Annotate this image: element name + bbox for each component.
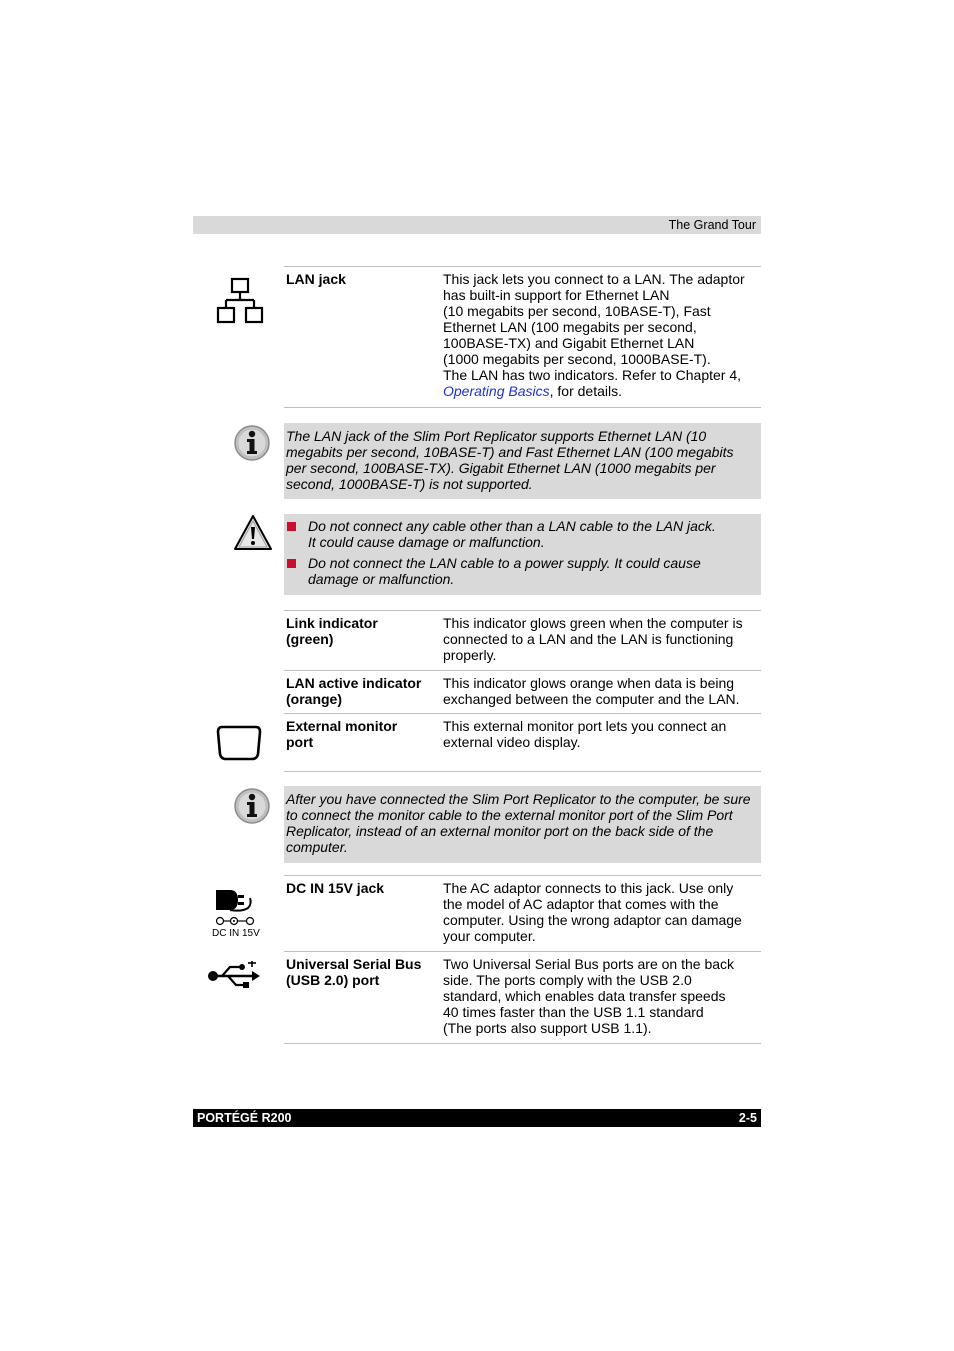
footer-page-number: 2-5 (738, 1111, 757, 1125)
link-indicator-term (286, 615, 436, 647)
term-line: (green) (286, 631, 334, 647)
lan-network-icon (216, 277, 266, 325)
term-line: Universal Serial Bus (286, 956, 422, 972)
desc-line: Two Universal Serial Bus ports are on the back (443, 956, 735, 972)
desc-line: The LAN has two indicators. Refer to Chapter 4, (443, 367, 742, 383)
desc-line: has built-in support for Ethernet LAN (443, 287, 670, 303)
note-line: Replicator, instead of an external monitor port on the back side of the (286, 823, 714, 839)
note-box-monitor (284, 786, 761, 863)
note-box-lan (284, 423, 761, 499)
desc-line: the model of AC adaptor that comes with the (443, 896, 719, 912)
lan-jack-term: LAN jack (286, 271, 346, 287)
lan-jack-description (443, 271, 761, 399)
term-line: Link indicator (286, 615, 378, 631)
page-footer (193, 1109, 761, 1127)
usb-term (286, 956, 436, 988)
external-monitor-row (284, 713, 761, 750)
desc-line: 40 times faster than the USB 1.1 standard (443, 1004, 704, 1020)
caution-line: damage or malfunction. (308, 571, 455, 587)
desc-line: (1000 megabits per second, 1000BASE-T). (443, 351, 711, 367)
desc-line-tail: , for details. (549, 383, 622, 399)
desc-line: This indicator glows orange when data is being (443, 675, 735, 691)
desc-line: exchanged between the computer and the LAN. (443, 691, 740, 707)
info-icon (233, 787, 271, 825)
note-line: per second, 100BASE-TX). Gigabit Ethernet LAN (1000 megabits per (286, 460, 716, 476)
note-line: second, 1000BASE-T) is not supported. (286, 476, 533, 492)
desc-line: (The ports also support USB 1.1). (443, 1020, 652, 1036)
usb-description (443, 956, 761, 1036)
note-line: After you have connected the Slim Port Replicator to the computer, be sure (286, 791, 751, 807)
note-line: to connect the monitor cable to the external monitor port of the Slim Port (286, 807, 733, 823)
caution-warning-icon (233, 514, 273, 552)
indicators-section (284, 610, 761, 772)
term-line: External monitor (286, 718, 398, 734)
desc-line: (10 megabits per second, 10BASE-T), Fast (443, 303, 711, 319)
lan-active-description (443, 675, 761, 707)
term-line: LAN active indicator (286, 675, 422, 691)
dc-in-term: DC IN 15V jack (286, 880, 385, 896)
external-monitor-description (443, 718, 761, 750)
term-line: (orange) (286, 691, 342, 707)
desc-line: Ethernet LAN (100 megabits per second, (443, 319, 697, 335)
desc-line: standard, which enables data transfer speeds (443, 988, 726, 1004)
desc-line: properly. (443, 647, 497, 663)
monitor-port-icon (216, 724, 262, 762)
footer-model-name: PORTÉGÉ R200 (197, 1111, 292, 1125)
caution-line: It could cause damage or malfunction. (308, 534, 545, 550)
bullet-square-icon (287, 522, 296, 531)
note-line: megabits per second, 10BASE-T) and Fast Ethernet LAN (100 megabits (286, 444, 734, 460)
desc-line: computer. Using the wrong adaptor can damage (443, 912, 742, 928)
dc-in-description (443, 880, 761, 944)
operating-basics-link[interactable]: Operating Basics (443, 383, 550, 399)
desc-line: The AC adaptor connects to this jack. Use only (443, 880, 734, 896)
external-monitor-term (286, 718, 436, 750)
power-usb-section (284, 875, 761, 1044)
term-line: (USB 2.0) port (286, 972, 380, 988)
dc-in-icon-label: DC IN 15V (212, 928, 260, 939)
lan-active-term (286, 675, 436, 707)
header-title: The Grand Tour (668, 218, 756, 232)
bullet-square-icon (287, 559, 296, 568)
desc-line: connected to a LAN and the LAN is functioning (443, 631, 734, 647)
desc-line: external video display. (443, 734, 581, 750)
link-indicator-description (443, 615, 761, 663)
usb-icon (206, 961, 264, 991)
desc-line (443, 383, 761, 399)
caution-line: Do not connect the LAN cable to a power supply. It could cause (308, 555, 701, 571)
desc-line: 100BASE-TX) and Gigabit Ethernet LAN (443, 335, 695, 351)
page-header (193, 216, 761, 234)
note-text (286, 428, 756, 492)
dc-plug-icon (212, 886, 266, 926)
desc-line: This external monitor port lets you connect an (443, 718, 727, 734)
note-line: computer. (286, 839, 348, 855)
info-icon (233, 424, 271, 462)
usb-row (284, 951, 761, 1036)
lan-jack-section (284, 266, 761, 408)
desc-line: your computer. (443, 928, 536, 944)
caution-line: Do not connect any cable other than a LAN cable to the LAN jack. (308, 518, 716, 534)
term-line: port (286, 734, 314, 750)
caution-box (284, 514, 761, 595)
desc-line: side. The ports comply with the USB 2.0 (443, 972, 692, 988)
desc-line: This indicator glows green when the computer is (443, 615, 743, 631)
note-text (286, 791, 756, 855)
desc-line: This jack lets you connect to a LAN. The adaptor (443, 271, 745, 287)
note-line: The LAN jack of the Slim Port Replicator supports Ethernet LAN (10 (286, 428, 707, 444)
lan-active-row (284, 670, 761, 707)
